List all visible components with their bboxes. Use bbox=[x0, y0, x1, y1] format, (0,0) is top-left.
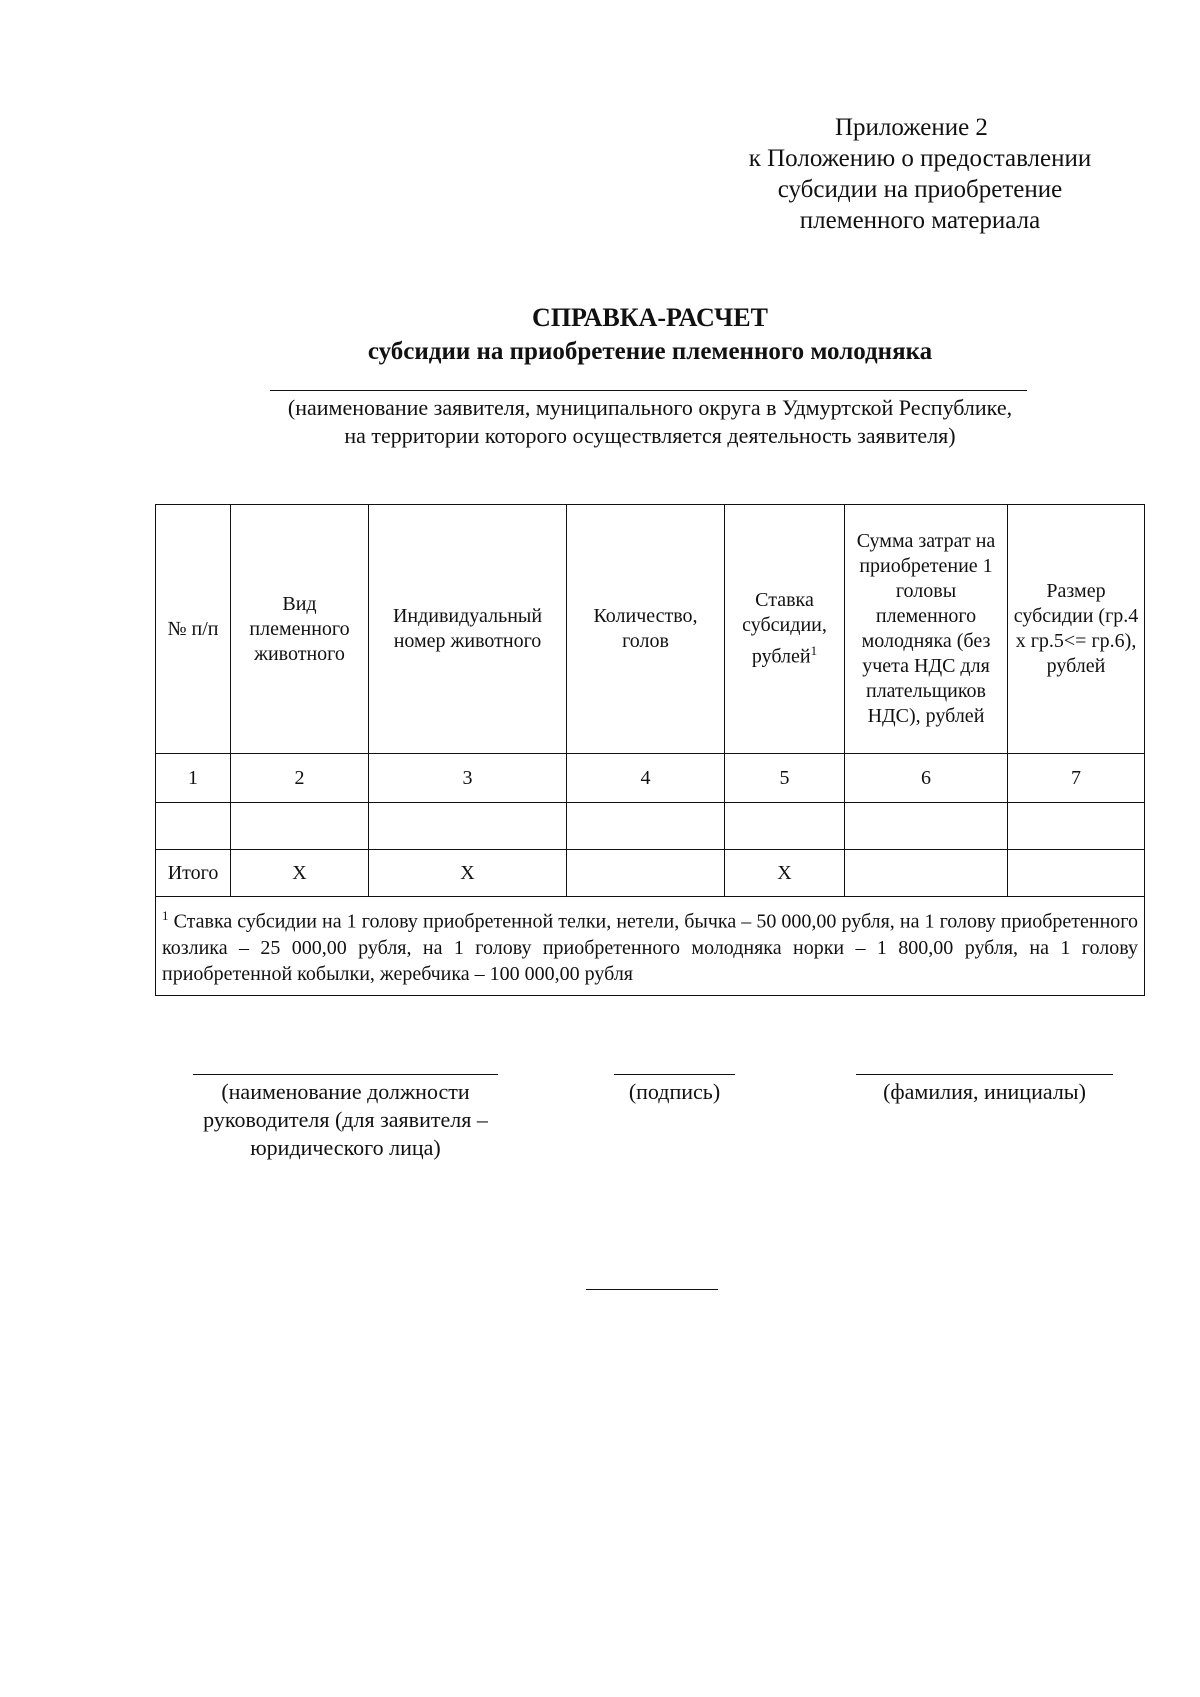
document-title: СПРАВКА-РАСЧЕТ bbox=[532, 303, 768, 332]
header-quantity: Количество, голов bbox=[567, 505, 725, 754]
end-of-document-line bbox=[586, 1289, 718, 1290]
total-quantity-cell[interactable] bbox=[567, 850, 725, 897]
empty-cell[interactable] bbox=[845, 803, 1008, 850]
total-animal-id-mark: X bbox=[369, 850, 567, 897]
name-caption: (фамилия, инициалы) bbox=[883, 1079, 1086, 1104]
column-number: 2 bbox=[231, 754, 369, 803]
applicant-caption-line-1: (наименование заявителя, муниципального округа в Удмуртской Республике, bbox=[287, 395, 1013, 420]
position-signature-line[interactable] bbox=[193, 1074, 498, 1075]
applicant-caption-line-2: на территории которого осуществляется деятельность заявителя) bbox=[344, 423, 956, 448]
position-caption-line-1: (наименование должности bbox=[221, 1079, 470, 1104]
column-number: 5 bbox=[725, 754, 845, 803]
total-row bbox=[156, 850, 1145, 897]
empty-cell[interactable] bbox=[231, 803, 369, 850]
calculation-table bbox=[155, 504, 1145, 996]
signature-line[interactable] bbox=[614, 1074, 735, 1075]
footnote bbox=[156, 897, 1145, 996]
header-cost: Сумма затрат на приобретение 1 головы племенного молодняка (без учета НДС для плательщиков НДС), рублей bbox=[845, 505, 1008, 754]
header-subsidy: Размер субсидии (гр.4 х гр.5<= гр.6), рублей bbox=[1008, 505, 1145, 754]
empty-cell[interactable] bbox=[567, 803, 725, 850]
header-rate-label: Ставка субсидии, рублей bbox=[742, 589, 827, 668]
table-row bbox=[156, 803, 1145, 850]
position-caption-line-2: руководителя (для заявителя – bbox=[203, 1107, 488, 1132]
appendix-line-4: племенного материала bbox=[799, 207, 1041, 234]
document-subtitle: субсидии на приобретение племенного молодняка bbox=[367, 338, 933, 365]
header-rate-footnote-mark: 1 bbox=[810, 643, 818, 659]
position-caption-line-3: юридического лица) bbox=[250, 1135, 441, 1160]
empty-cell[interactable] bbox=[1008, 803, 1145, 850]
total-animal-type-mark: X bbox=[231, 850, 369, 897]
empty-cell[interactable] bbox=[156, 803, 231, 850]
total-rate-mark: X bbox=[725, 850, 845, 897]
footnote-row bbox=[156, 897, 1145, 996]
total-label: Итого bbox=[156, 850, 231, 897]
total-subsidy-cell[interactable] bbox=[1008, 850, 1145, 897]
footnote-mark: 1 bbox=[162, 908, 169, 923]
header-number: № п/п bbox=[156, 505, 231, 754]
appendix-line-1: Приложение 2 bbox=[835, 114, 988, 141]
column-number: 3 bbox=[369, 754, 567, 803]
column-number: 4 bbox=[567, 754, 725, 803]
column-number: 1 bbox=[156, 754, 231, 803]
empty-cell[interactable] bbox=[725, 803, 845, 850]
appendix-header bbox=[690, 112, 1150, 236]
applicant-caption bbox=[0, 394, 1200, 450]
column-number: 6 bbox=[845, 754, 1008, 803]
column-number-row bbox=[156, 754, 1145, 803]
column-number: 7 bbox=[1008, 754, 1145, 803]
position-caption bbox=[163, 1078, 528, 1162]
table-header-row bbox=[156, 505, 1145, 754]
name-signature-line[interactable] bbox=[856, 1074, 1113, 1075]
applicant-name-line[interactable] bbox=[270, 390, 1027, 391]
appendix-line-2: к Положению о предоставлении bbox=[748, 145, 1092, 172]
footnote-text: Ставка субсидии на 1 голову приобретенной телки, нетели, бычка – 50 000,00 рубля, на 1 голову приобретенного козлика – 25 000,00 рубля, на 1 голову приобретенного молодняка норки – 1 800,00 рубля, на 1 голову приобретенной кобылки, жеребчика – 100 000,00 рубля bbox=[162, 910, 1138, 985]
header-rate bbox=[725, 505, 845, 754]
header-animal-type: Вид племенного животного bbox=[231, 505, 369, 754]
total-cost-cell[interactable] bbox=[845, 850, 1008, 897]
header-animal-id: Индивидуальный номер животного bbox=[369, 505, 567, 754]
signature-caption: (подпись) bbox=[628, 1079, 721, 1104]
empty-cell[interactable] bbox=[369, 803, 567, 850]
appendix-line-3: субсидии на приобретение bbox=[777, 176, 1063, 203]
